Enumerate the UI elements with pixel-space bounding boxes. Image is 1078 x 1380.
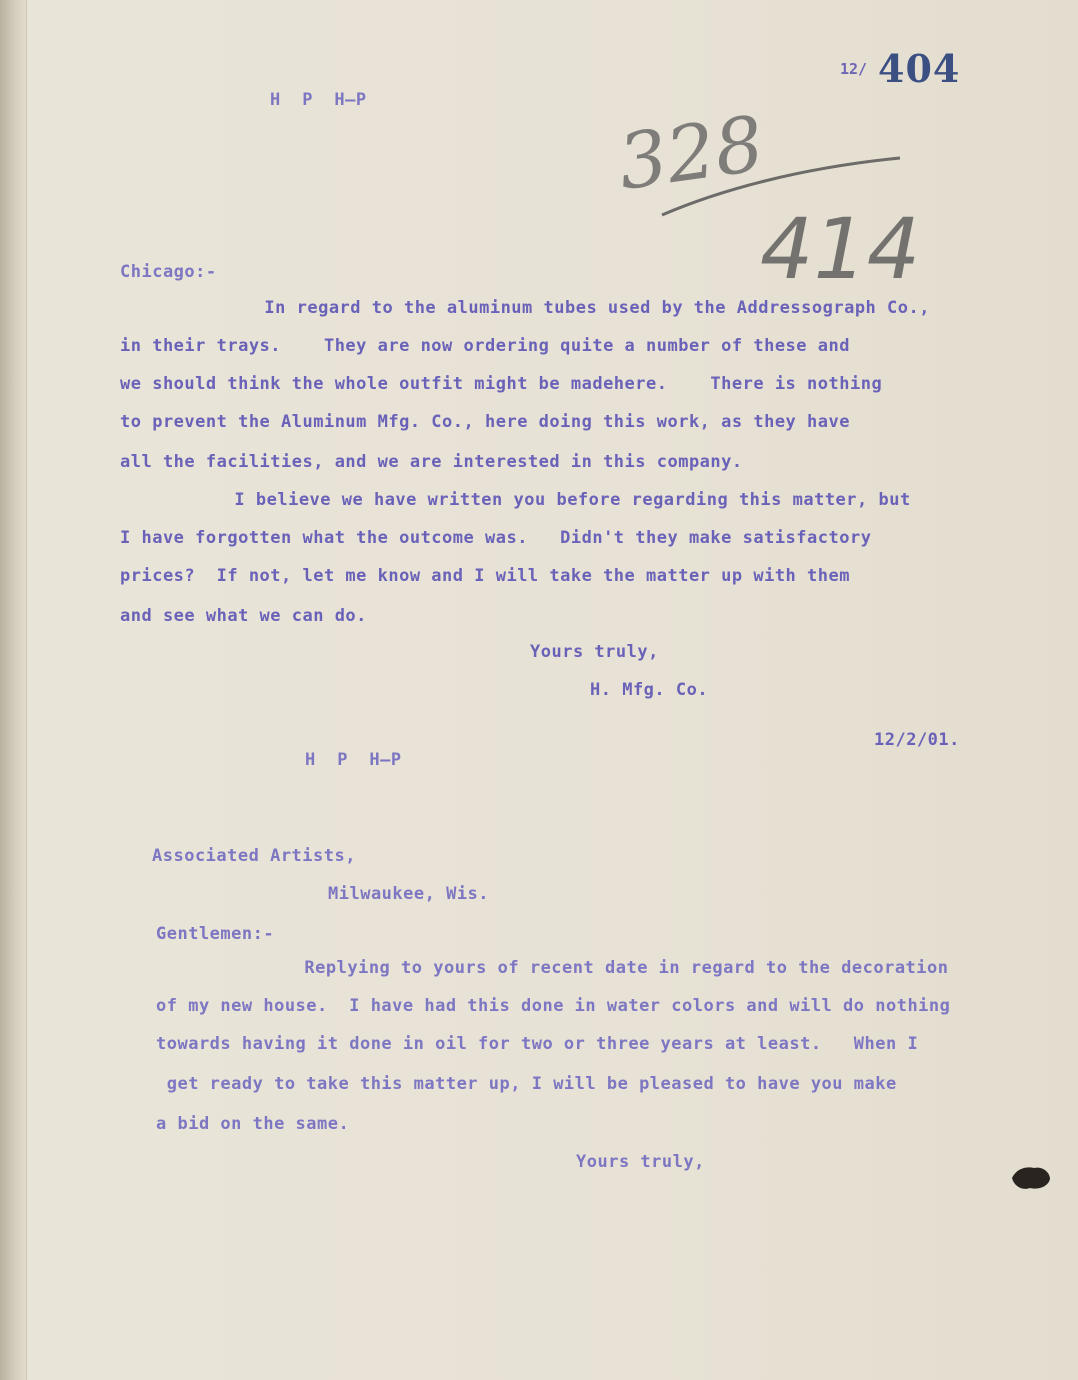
letter2-city: Milwaukee, Wis.: [328, 884, 490, 904]
letter2-salutation: Gentlemen:-: [156, 924, 275, 944]
page-number-stamp: 404: [878, 46, 961, 91]
stamp-date-fragment: 12/: [840, 60, 868, 78]
letter2-line: a bid on the same.: [156, 1114, 350, 1134]
letter1-line: and see what we can do.: [120, 606, 367, 626]
letter2-line: towards having it done in oil for two or three years at least. When I: [156, 1034, 919, 1054]
pencil-number-top: 328: [612, 98, 769, 207]
letter1-line: to prevent the Aluminum Mfg. Co., here doing this work, as they have: [120, 412, 850, 432]
letter2-date: 12/2/01.: [874, 730, 960, 750]
letter2-line: of my new house. I have had this done in water colors and will do nothing: [156, 996, 951, 1016]
letter2-line: Replying to yours of recent date in regard to the decoration: [240, 958, 949, 978]
letter1-initials: H P H—P: [270, 90, 367, 110]
pencil-number-bottom: 414: [760, 200, 921, 290]
letter1-closing: Yours truly,: [530, 642, 659, 662]
letter1-salutation: Chicago:-: [120, 262, 217, 282]
letter2-line: get ready to take this matter up, I will be pleased to have you make: [156, 1074, 897, 1094]
letter2-addressee: Associated Artists,: [152, 846, 356, 866]
letter2-closing: Yours truly,: [576, 1152, 705, 1172]
pencil-annotation: [600, 50, 930, 290]
letter1-line: prices? If not, let me know and I will take the matter up with them: [120, 566, 850, 586]
ink-blot: [1010, 1163, 1052, 1193]
letter1-signature: H. Mfg. Co.: [590, 680, 709, 700]
letter1-line: in their trays. They are now ordering quite a number of these and: [120, 336, 850, 356]
letter1-line: In regard to the aluminum tubes used by the Addressograph Co.,: [200, 298, 930, 318]
letter1-line: all the facilities, and we are interested in this company.: [120, 452, 743, 472]
letter1-line: I believe we have written you before regarding this matter, but: [170, 490, 911, 510]
letter2-initials: H P H—P: [305, 750, 402, 770]
letter1-line: I have forgotten what the outcome was. Didn't they make satisfactory: [120, 528, 872, 548]
letter1-line: we should think the whole outfit might be madehere. There is nothing: [120, 374, 883, 394]
page-binding-edge: [0, 0, 27, 1380]
